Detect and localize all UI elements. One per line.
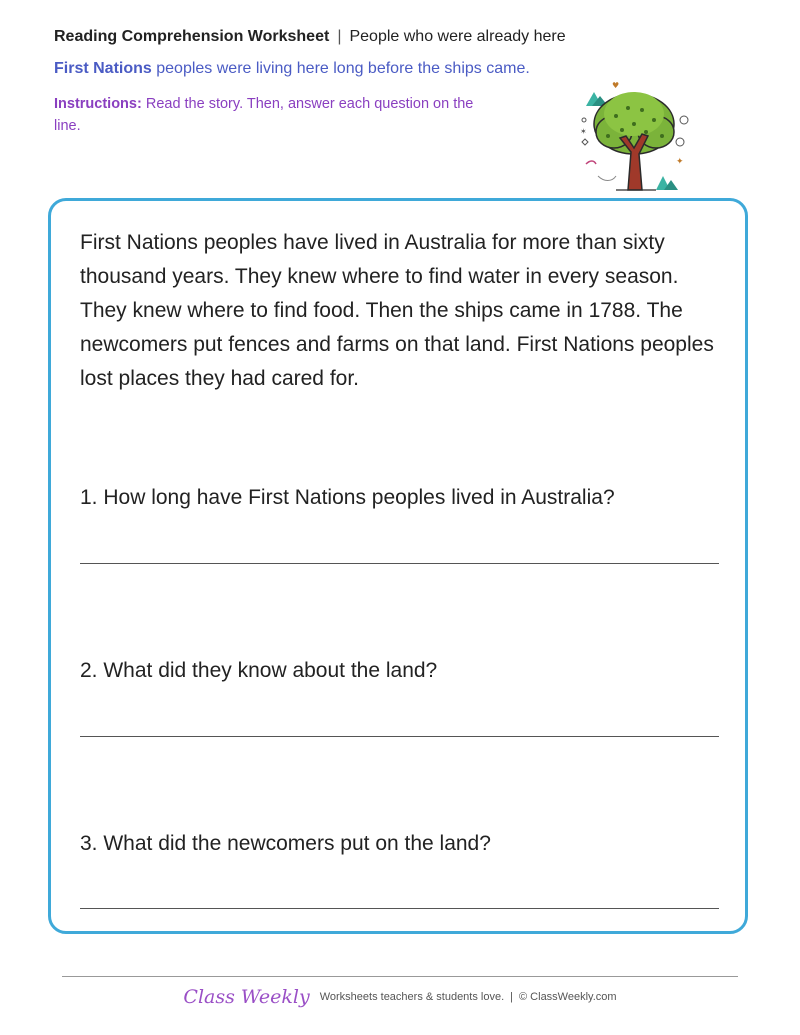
brand-logo: Class Weekly bbox=[183, 986, 310, 1008]
tree-icon bbox=[576, 80, 694, 192]
instructions-label: Instructions: bbox=[54, 96, 142, 112]
question-3: 3. What did the newcomers put on the land? bbox=[80, 832, 491, 855]
footer-tagline: Worksheets teachers & students love. bbox=[319, 991, 505, 1003]
answer-line-3[interactable] bbox=[80, 908, 719, 909]
footer-separator: | bbox=[510, 991, 514, 1003]
answer-line-1[interactable] bbox=[80, 563, 719, 564]
question-2: 2. What did they know about the land? bbox=[80, 659, 438, 682]
subtitle-emphasis: First Nations bbox=[54, 60, 152, 77]
answer-line-2[interactable] bbox=[80, 736, 719, 737]
worksheet-type: Reading Comprehension Worksheet bbox=[54, 28, 330, 45]
svg-text:✶: ✶ bbox=[580, 127, 587, 136]
svg-text:✦: ✦ bbox=[676, 157, 684, 167]
footer-copyright: © ClassWeekly.com bbox=[519, 991, 617, 1003]
worksheet-topic: People who were already here bbox=[349, 28, 566, 45]
worksheet-header bbox=[54, 28, 566, 46]
header-separator: | bbox=[337, 28, 342, 45]
footer bbox=[0, 986, 800, 1008]
svg-text:♥: ♥ bbox=[612, 81, 620, 90]
question-1: 1. How long have First Nations peoples lived in Australia? bbox=[80, 486, 615, 509]
subtitle bbox=[54, 60, 530, 78]
instructions-text: Read the story. Then, answer each question on the line. bbox=[54, 96, 474, 134]
footer-divider bbox=[62, 976, 738, 977]
story-text: First Nations peoples have lived in Australia for more than sixty thousand years. They knew where to find water in every season. They knew where to find food. Then the ships came in 1788. The newcomers put fences and farms on that land. First Nations peoples lost places they had cared for. bbox=[80, 231, 714, 390]
subtitle-text: peoples were living here long before the ships came. bbox=[151, 60, 530, 77]
instructions bbox=[54, 93, 494, 137]
